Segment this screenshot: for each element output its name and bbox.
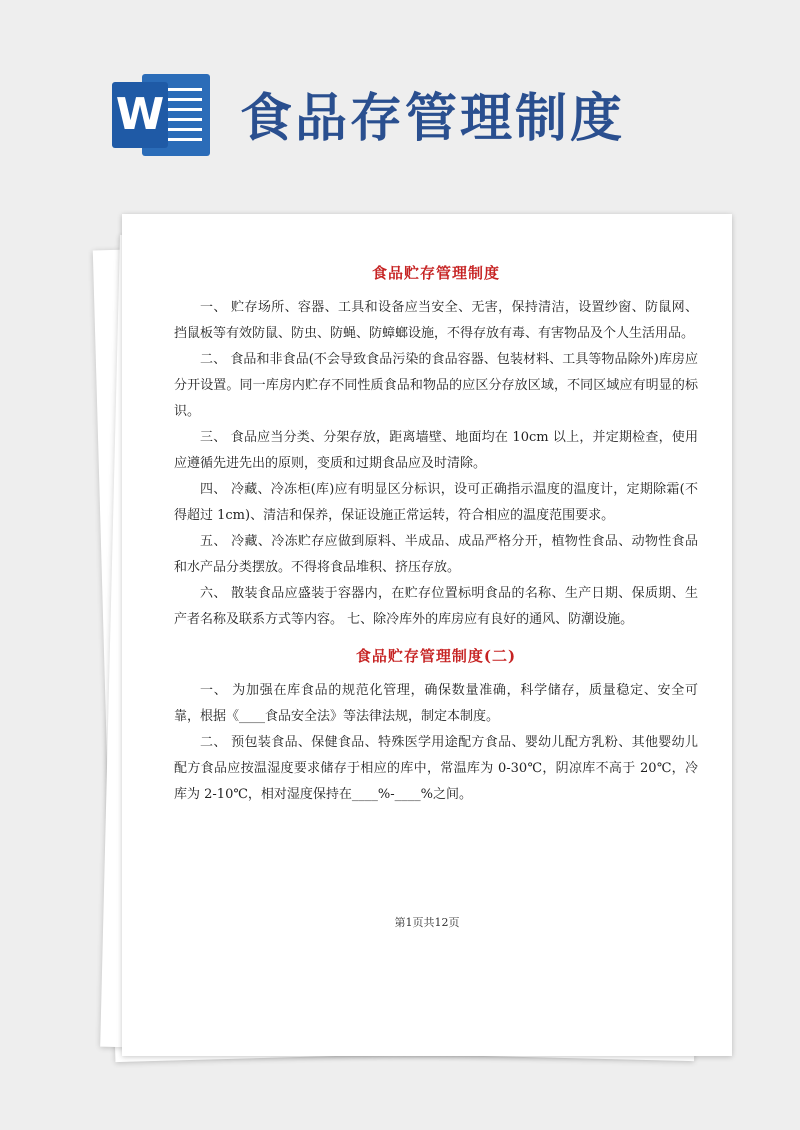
header [0,0,800,200]
document-body [174,262,698,808]
main-title: 食品存管理制度 [240,89,626,149]
page-footer: 第1页共12页 [394,916,460,929]
paragraph: 一、 贮存场所、容器、工具和设备应当安全、无害，保持清洁，设置纱窗、防鼠网、挡鼠板等有效防鼠、防虫、防蝇、防蟑螂设施，不得存放有毒、有害物品及个人生活用品。 [174,300,698,341]
paragraph: 三、 食品应当分类、分架存放，距离墙壁、地面均在 10cm 以上，并定期检查，使用应遵循先进先出的原则，变质和过期食品应及时清除。 [174,430,698,471]
paragraph: 二、 食品和非食品(不会导致食品污染的食品容器、包装材料、工具等物品除外)库房应分开设置。同一库房内贮存不同性质食品和物品的应区分存放区域，不同区域应有明显的标识。 [174,352,698,419]
word-letter: W [112,82,168,148]
word-icon [112,70,212,160]
section-title-1: 食品贮存管理制度 [371,264,500,282]
paragraph: 四、 冷藏、冷冻柜(库)应有明显区分标识，设可正确指示温度的温度计，定期除霜(不得超过 1cm)、清洁和保养，保证设施正常运转，符合相应的温度范围要求。 [174,482,698,523]
paragraph: 一、 为加强在库食品的规范化管理，确保数量准确，科学储存，质量稳定、安全可靠，根据《____食品安全法》等法律法规，制定本制度。 [174,683,698,724]
paragraph: 六、 散装食品应盛装于容器内，在贮存位置标明食品的名称、生产日期、保质期、生产者名称及联系方式等内容。 七、除冷库外的库房应有良好的通风、防潮设施。 [174,586,698,627]
document-page [122,214,732,1056]
paragraph: 五、 冷藏、冷冻贮存应做到原料、半成品、成品严格分开，植物性食品、动物性食品和水产品分类摆放。不得将食品堆积、挤压存放。 [174,534,698,575]
paragraph: 二、 预包装食品、保健食品、特殊医学用途配方食品、婴幼儿配方乳粉、其他婴幼儿配方食品应按温湿度要求储存于相应的库中，常温库为 0-30℃，阴凉库不高于 20℃，冷库为 2-10℃，相对湿度保持在____%-____%之间。 [174,735,698,802]
section-title-2: 食品贮存管理制度(二) [355,647,517,665]
